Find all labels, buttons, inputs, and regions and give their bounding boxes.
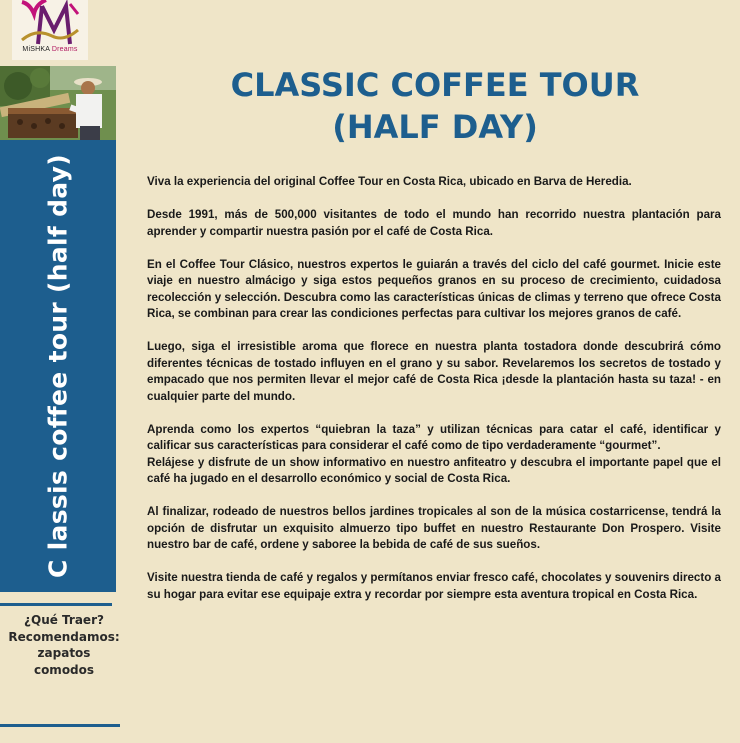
page-title <box>200 64 670 148</box>
paragraph-intro: Viva la experiencia del original Coffee Tour en Costa Rica, ubicado en Barva de Heredia. <box>147 175 632 188</box>
divider-top <box>0 603 112 606</box>
paragraph-show: Relájese y disfrute de un show informativo en nuestro anfiteatro y descubra el importante papel que el café ha jugado en el desarrollo económico y social de Costa Rica. <box>147 455 721 485</box>
recommend-item: zapatos comodos <box>33 646 95 677</box>
recommend-heading: ¿Qué Traer? <box>24 613 104 627</box>
paragraph-history: Desde 1991, más de 500,000 visitantes de todo el mundo han recorrido nuestra plantación para aprender y compartir nuestra pasión por el café de Costa Rica. <box>147 208 721 238</box>
paragraph-lunch: Al finalizar, rodeado de nuestros bellos jardines tropicales al son de la música costarricense, tendrá la opción de disfrutar un exquisito almuerzo tipo buffet en nuestro Restaurante Don Prospero. Visite nuestro bar de café, ordene y saboree la bebida de café de sus sueños. <box>147 505 721 551</box>
title-line-1: CLASSIC COFFEE TOUR <box>230 66 640 104</box>
logo-emblem-icon <box>16 0 84 46</box>
paragraph-cupping: Aprenda como los expertos “quiebran la taza” y utilizan técnicas para catar el café, identificar y calificar sus características para considerar el café como de tipo verdaderamente “gourmet”. <box>147 422 721 452</box>
logo-wordmark: MiSHKA Dreams <box>22 46 78 53</box>
brand-logo <box>12 0 88 60</box>
recommend-label: Recomendamos: <box>8 629 120 644</box>
paragraph-roasting: Luego, siga el irresistible aroma que florece en nuestra planta tostadora donde descubrirá cómo diferentes técnicas de tostado influyen en el grano y su sabor. Revelaremos los secretos de tostado y empacado que nos permiten llevar el mejor café de Costa Rica ¡desde la plantación hasta su taza! - en cualquier parte del mundo. <box>147 340 721 403</box>
divider-bottom <box>0 724 120 727</box>
coffee-farmer-photo <box>0 66 116 140</box>
paragraph-cycle: En el Coffee Tour Clásico, nuestros expertos le guiarán a través del ciclo del café gourmet. Inicie este viaje en nuestro almácigo y siga estos pequeños granos en su proceso de crecimiento, cuidadosa recolección y selección. Descubra como las características únicas de climas y terreno que ofrece Costa Rica, se combinan para crear las condiciones perfectas para cultivar los mejores granos de café. <box>147 257 721 320</box>
packing-recommendation <box>8 612 120 678</box>
paragraph-shop: Visite nuestra tienda de café y regalos y permítanos enviar fresco café, chocolates y souvenirs directo a su hogar para evitar ese equipaje extra y recordar por siempre esta aventura tropical en Costa Rica. <box>147 571 721 601</box>
tour-description <box>147 174 721 620</box>
title-line-2: (HALF DAY) <box>332 108 538 146</box>
sidebar-vertical-title: C lassis coffee tour (half day) <box>43 154 73 578</box>
